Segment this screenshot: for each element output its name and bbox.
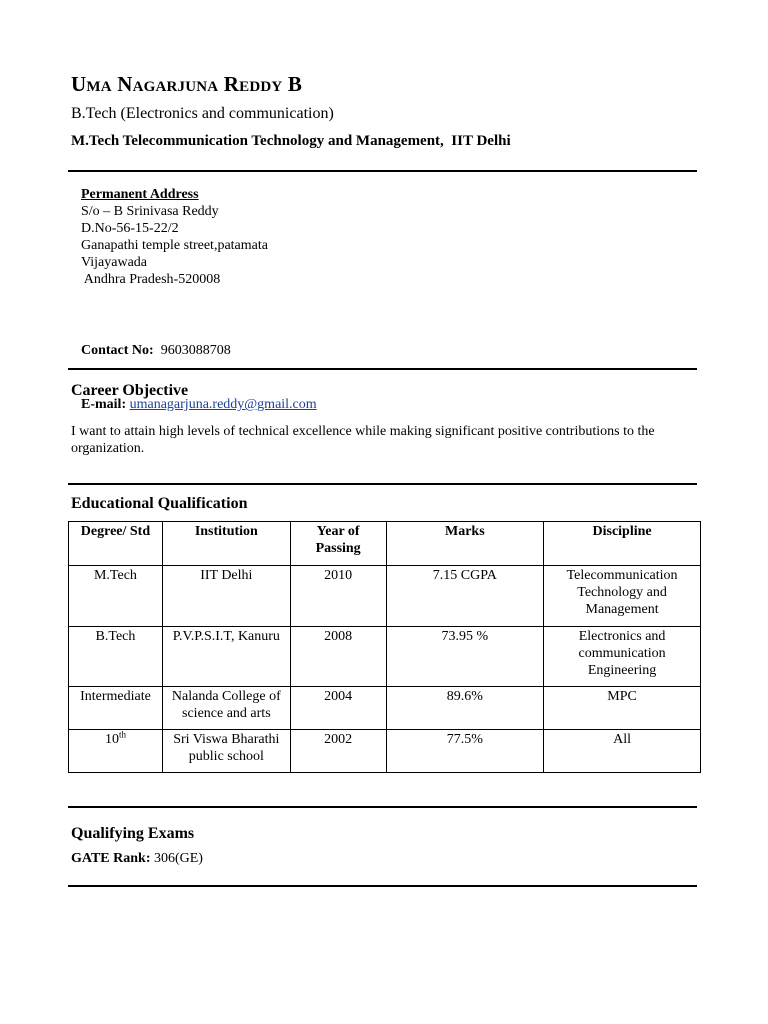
cell-institution: IIT Delhi	[162, 566, 290, 627]
cell-marks: 77.5%	[386, 730, 544, 773]
address-line: S/o – B Srinivasa Reddy	[81, 204, 219, 219]
table-header-row	[69, 522, 701, 566]
table-row	[69, 730, 701, 773]
address-line: D.No-56-15-22/2	[81, 221, 179, 236]
master-degree: M.Tech Telecommunication Technology and Management, IIT Delhi	[71, 133, 511, 149]
column-header: Marks	[386, 522, 544, 566]
cell-institution: P.V.P.S.I.T, Kanuru	[162, 627, 290, 687]
cell-discipline: MPC	[544, 687, 701, 730]
email-link[interactable]: umanagarjuna.reddy@gmail.com	[129, 397, 317, 412]
permanent-address	[81, 186, 268, 288]
table-row	[69, 627, 701, 687]
degree-suffix: th	[118, 729, 126, 740]
divider	[68, 885, 697, 887]
cell-degree: M.Tech	[69, 566, 163, 627]
cell-marks: 89.6%	[386, 687, 544, 730]
cell-degree: B.Tech	[69, 627, 163, 687]
cell-year: 2004	[290, 687, 386, 730]
education-heading: Educational Qualification	[71, 495, 248, 512]
phone-number: 9603088708	[160, 343, 231, 358]
address-heading: Permanent Address	[81, 187, 199, 202]
cell-discipline: Electronics and communication Engineering	[544, 627, 701, 687]
address-line: Ganapathi temple street,patamata	[81, 238, 268, 253]
cell-year: 2010	[290, 566, 386, 627]
cell-institution: Nalanda College of science and arts	[162, 687, 290, 730]
cell-degree: Intermediate	[69, 687, 163, 730]
cell-discipline: Telecommunication Technology and Management	[544, 566, 701, 627]
gate-value: 306(GE)	[153, 851, 203, 866]
divider	[68, 368, 697, 370]
email-label: E-mail:	[81, 397, 127, 412]
divider	[68, 170, 697, 172]
address-line: Vijayawada	[81, 255, 148, 270]
gate-label: GATE Rank:	[71, 851, 151, 866]
divider	[68, 483, 697, 485]
cell-degree	[69, 730, 163, 773]
cell-marks: 7.15 CGPA	[386, 566, 544, 627]
qualifying-exams-heading: Qualifying Exams	[71, 825, 195, 842]
phone-row	[81, 342, 317, 360]
column-header: Discipline	[544, 522, 701, 566]
phone-label: Contact No:	[81, 343, 154, 358]
divider	[68, 806, 697, 808]
cell-marks: 73.95 %	[386, 627, 544, 687]
degree-number: 10	[104, 732, 119, 747]
cell-institution: Sri Viswa Bharathi public school	[162, 730, 290, 773]
cell-year: 2008	[290, 627, 386, 687]
gate-rank	[71, 851, 203, 867]
table-row	[69, 566, 701, 627]
table-row	[69, 687, 701, 730]
cell-discipline: All	[544, 730, 701, 773]
column-header: Degree/ Std	[69, 522, 163, 566]
bachelor-degree: B.Tech (Electronics and communication)	[71, 105, 334, 122]
education-table	[68, 521, 701, 773]
column-header: Institution	[162, 522, 290, 566]
candidate-name: Uma Nagarjuna Reddy B	[71, 72, 303, 96]
career-objective-heading: Career Objective	[71, 382, 189, 399]
address-line: Andhra Pradesh-520008	[81, 272, 221, 287]
cell-year: 2002	[290, 730, 386, 773]
column-header: Year of Passing	[290, 522, 386, 566]
career-objective-text: I want to attain high levels of technical excellence while making significant positive contributions to the organization.	[71, 424, 655, 456]
